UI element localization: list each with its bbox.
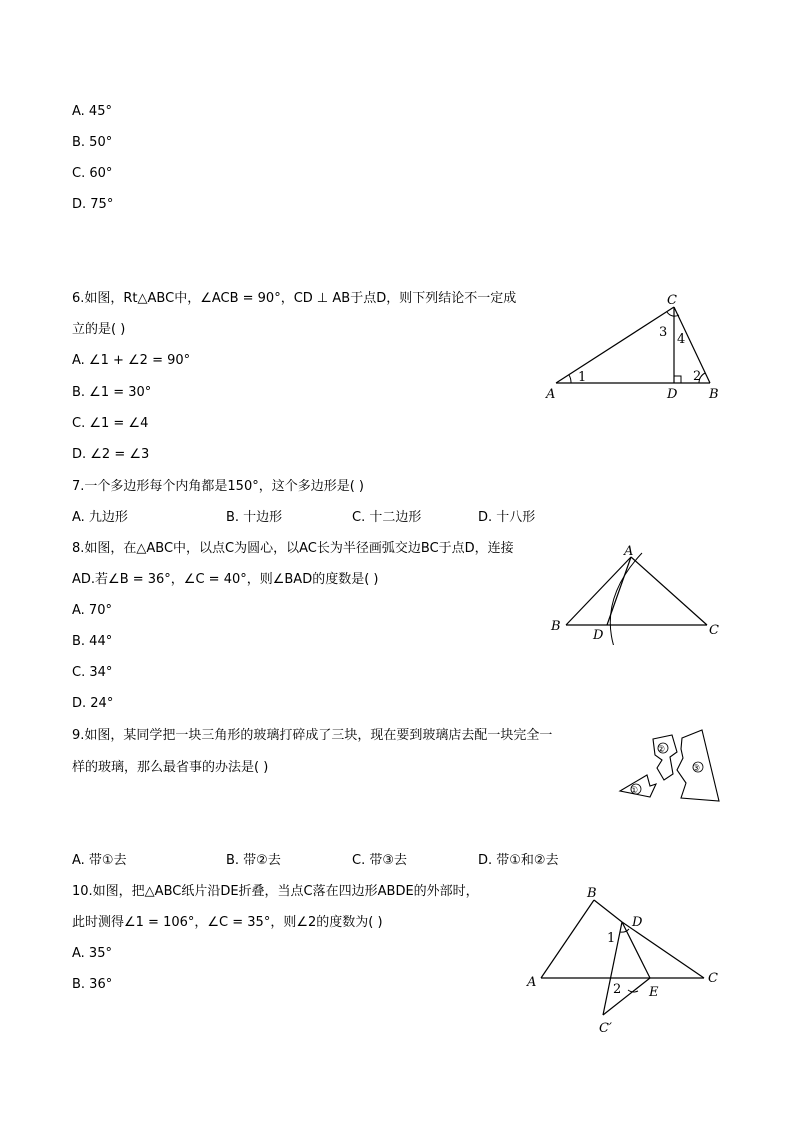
- q7-stem: 7.一个多边形每个内角都是150°，这个多边形是( ): [72, 479, 364, 494]
- q10-label-e: E: [649, 985, 659, 1000]
- q6-option-d: D. ∠2 = ∠3: [72, 447, 150, 462]
- q9-piece-2: [653, 735, 677, 780]
- q6-label-a: A: [546, 387, 556, 402]
- q10-label-b: B: [587, 886, 597, 901]
- q9-stem-line2: 样的玻璃，那么最省事的办法是( ): [72, 760, 269, 775]
- q9-label-1: ①: [630, 786, 639, 796]
- q6-angle-arc-a: [569, 375, 571, 383]
- q8-side-ac: [631, 557, 707, 625]
- q10-option-b: B. 36°: [72, 977, 113, 992]
- q10-stem-line2: 此时测得∠1 = 106°，∠C = 35°，则∠2的度数为( ): [72, 915, 383, 930]
- q8-label-b: B: [551, 619, 561, 634]
- q8-side-ab: [566, 557, 631, 625]
- q7-option-a: A. 九边形: [72, 510, 128, 525]
- q6-label-d: D: [667, 387, 678, 402]
- q8-option-d: D. 24°: [72, 696, 114, 711]
- q6-right-angle-mark: [674, 376, 681, 383]
- q5-option-c: C. 60°: [72, 166, 113, 181]
- q7-option-b: B. 十边形: [226, 510, 283, 525]
- q8-stem-line1: 8.如图，在△ABC中，以点C为圆心，以AC长为半径画弧交边BC于点D，连接: [72, 541, 514, 556]
- q6-label-4: 4: [677, 332, 686, 347]
- q9-option-b: B. 带②去: [226, 853, 281, 868]
- q8-label-a: A: [624, 544, 634, 559]
- q9-option-d: D. 带①和②去: [478, 853, 559, 868]
- q9-label-3: ③: [692, 764, 701, 774]
- q6-option-a: A. ∠1 + ∠2 = 90°: [72, 353, 191, 368]
- q6-label-b: B: [709, 387, 719, 402]
- q6-label-2: 2: [693, 369, 702, 384]
- q10-side-bd: [594, 900, 622, 922]
- q9-stem-line1: 9.如图，某同学把一块三角形的玻璃打碎成了三块，现在要到玻璃店去配一块完全一: [72, 728, 553, 743]
- q7-option-c: C. 十二边形: [352, 510, 422, 525]
- q9-label-2: ②: [657, 745, 666, 755]
- q8-label-d: D: [593, 628, 604, 643]
- q5-option-a: A. 45°: [72, 104, 112, 119]
- q10-angle-arc-1: [620, 929, 629, 932]
- q10-segment-dc: [622, 922, 704, 978]
- q6-triangle-figure: [540, 288, 730, 404]
- q8-label-c: C: [709, 623, 719, 638]
- q10-label-c: C: [708, 971, 718, 986]
- q10-label-a: A: [527, 975, 537, 990]
- q8-option-a: A. 70°: [72, 603, 112, 618]
- q8-arc: [610, 553, 642, 645]
- q9-option-c: C. 带③去: [352, 853, 407, 868]
- q6-option-c: C. ∠1 = ∠4: [72, 416, 149, 431]
- q5-option-b: B. 50°: [72, 135, 113, 150]
- q8-stem-line2: AD.若∠B = 36°，∠C = 40°，则∠BAD的度数是( ): [72, 572, 379, 587]
- q10-fold-figure: [520, 880, 725, 1040]
- q8-option-b: B. 44°: [72, 634, 113, 649]
- q10-label-c-prime: C′: [599, 1021, 612, 1036]
- q7-option-d: D. 十八形: [478, 510, 536, 525]
- q6-label-c: C: [667, 293, 677, 308]
- q10-stem-line1: 10.如图，把△ABC纸片沿DE折叠，当点C落在四边形ABDE的外部时，: [72, 884, 479, 899]
- q6-stem-line1: 6.如图，Rt△ABC中，∠ACB = 90°，CD ⊥ AB于点D，则下列结论不一定成: [72, 291, 517, 306]
- q10-label-d: D: [632, 915, 643, 930]
- q6-label-1: 1: [578, 370, 587, 385]
- q10-side-ab: [541, 900, 594, 978]
- q5-option-d: D. 75°: [72, 197, 114, 212]
- q6-stem-line2: 立的是( ): [72, 322, 126, 337]
- q10-label-2: 2: [613, 982, 622, 997]
- q6-label-3: 3: [659, 325, 668, 340]
- q6-option-b: B. ∠1 = 30°: [72, 385, 152, 400]
- q8-option-c: C. 34°: [72, 665, 113, 680]
- q10-fold-de: [622, 922, 650, 978]
- q10-option-a: A. 35°: [72, 946, 112, 961]
- q10-label-1: 1: [607, 931, 616, 946]
- q6-side-ac: [556, 307, 674, 383]
- q10-segment-ec-prime: [603, 978, 650, 1015]
- q8-triangle-figure: [545, 540, 725, 645]
- q9-glass-pieces-figure: [612, 725, 724, 805]
- q9-option-a: A. 带①去: [72, 853, 127, 868]
